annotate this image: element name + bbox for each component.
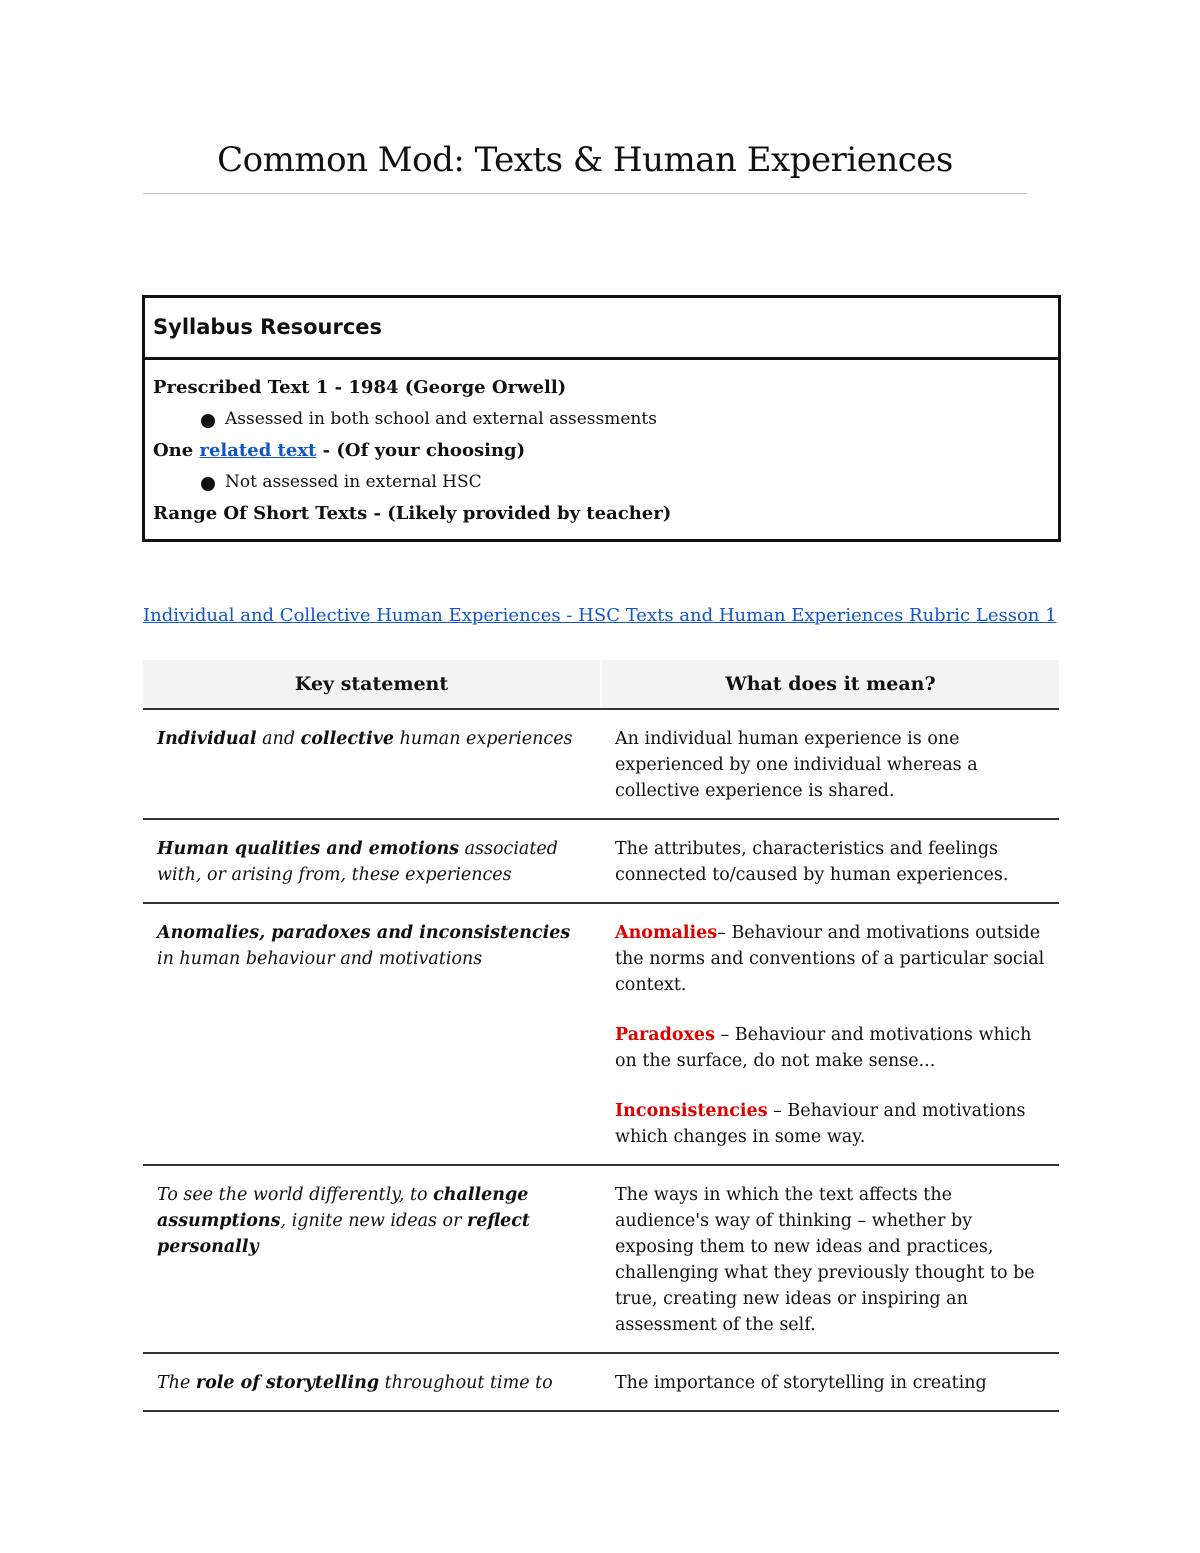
key-bold: collective <box>300 729 395 749</box>
table-row <box>143 1165 1059 1353</box>
key-bold: Anomalies, paradoxes and inconsistencies <box>157 923 571 943</box>
meaning-cell: An individual human experience is one experienced by one individual whereas a collective experience is shared. <box>601 709 1059 819</box>
syllabus-resources-box <box>142 295 1061 542</box>
term-definition <box>615 1098 1045 1150</box>
key-bold: challenge assumptions <box>157 1185 529 1231</box>
key-statement-table <box>143 660 1059 1412</box>
term-def: – Behaviour and motivations which changes in some way. <box>615 1101 1026 1147</box>
term-definition <box>615 1022 1045 1074</box>
bullet-item <box>153 404 1050 436</box>
meaning-cell: The attributes, characteristics and feelings connected to/caused by human experiences. <box>601 819 1059 903</box>
key-text: associated with, or arising from, these experiences <box>157 839 558 885</box>
short-texts-line <box>153 498 1050 530</box>
syllabus-heading: Syllabus Resources <box>145 298 1058 360</box>
related-text-link[interactable]: related text <box>199 440 317 461</box>
short-texts-suffix: - (Likely provided by teacher) <box>367 503 672 524</box>
table-header-row <box>143 660 1059 709</box>
key-statement-cell <box>143 903 601 1165</box>
term-def: – Behaviour and motivations outside the norms and conventions of a particular social context. <box>615 923 1045 995</box>
key-text: , ignite new ideas or <box>280 1211 468 1231</box>
table-row <box>143 709 1059 819</box>
key-text: and <box>256 729 301 749</box>
bullet-icon <box>201 414 215 428</box>
key-statement-cell <box>143 1165 601 1353</box>
rubric-lesson-link[interactable]: Individual and Collective Human Experiences - HSC Texts and Human Experiences Rubric Lesson 1 <box>143 605 1057 626</box>
table-row <box>143 903 1059 1165</box>
bullet-icon <box>201 477 215 491</box>
meaning-cell: The importance of storytelling in creating <box>601 1353 1059 1411</box>
table-row <box>143 1353 1059 1411</box>
key-bold: role of storytelling <box>195 1373 380 1393</box>
header-meaning: What does it mean? <box>601 660 1059 709</box>
term-anomalies: Anomalies <box>615 923 718 943</box>
key-text: in human behaviour and motivations <box>157 949 483 969</box>
bullet-text: Not assessed in external HSC <box>225 471 482 492</box>
header-key-statement: Key statement <box>143 660 601 709</box>
prescribed-text-line: Prescribed Text 1 - 1984 (George Orwell) <box>153 377 567 398</box>
key-statement-cell <box>143 1353 601 1411</box>
term-definition <box>615 920 1045 998</box>
key-text: throughout time to <box>379 1373 553 1393</box>
bullet-item <box>153 467 1050 499</box>
page-title: Common Mod: Texts & Human Experiences <box>217 140 953 180</box>
key-bold: Human qualities and emotions <box>157 839 460 859</box>
title-divider <box>143 193 1027 194</box>
key-bold: reflect personally <box>157 1211 530 1257</box>
bullet-text: Assessed in both school and external assessments <box>225 408 657 429</box>
key-text: human experiences <box>394 729 573 749</box>
related-suffix: - (Of your choosing) <box>316 440 526 461</box>
related-text-line <box>153 435 1050 467</box>
key-text: The <box>157 1373 196 1393</box>
key-bold: Individual <box>157 729 257 749</box>
meaning-cell: The ways in which the text affects the audience's way of thinking – whether by exposing them to new ideas and practices, challenging what they previously thought to be true, creating new ideas or inspiring an assessment of the self. <box>601 1165 1059 1353</box>
meaning-cell <box>601 903 1059 1165</box>
table-row <box>143 819 1059 903</box>
syllabus-body <box>145 360 1058 530</box>
key-statement-cell <box>143 709 601 819</box>
short-texts-label: Range Of Short Texts <box>153 503 368 524</box>
key-statement-cell <box>143 819 601 903</box>
key-text: To see the world differently, to <box>157 1185 434 1205</box>
term-def: – Behaviour and motivations which on the surface, do not make sense... <box>615 1025 1032 1071</box>
term-inconsistencies: Inconsistencies <box>615 1101 768 1121</box>
related-prefix: One <box>153 440 200 461</box>
term-paradoxes: Paradoxes <box>615 1025 715 1045</box>
